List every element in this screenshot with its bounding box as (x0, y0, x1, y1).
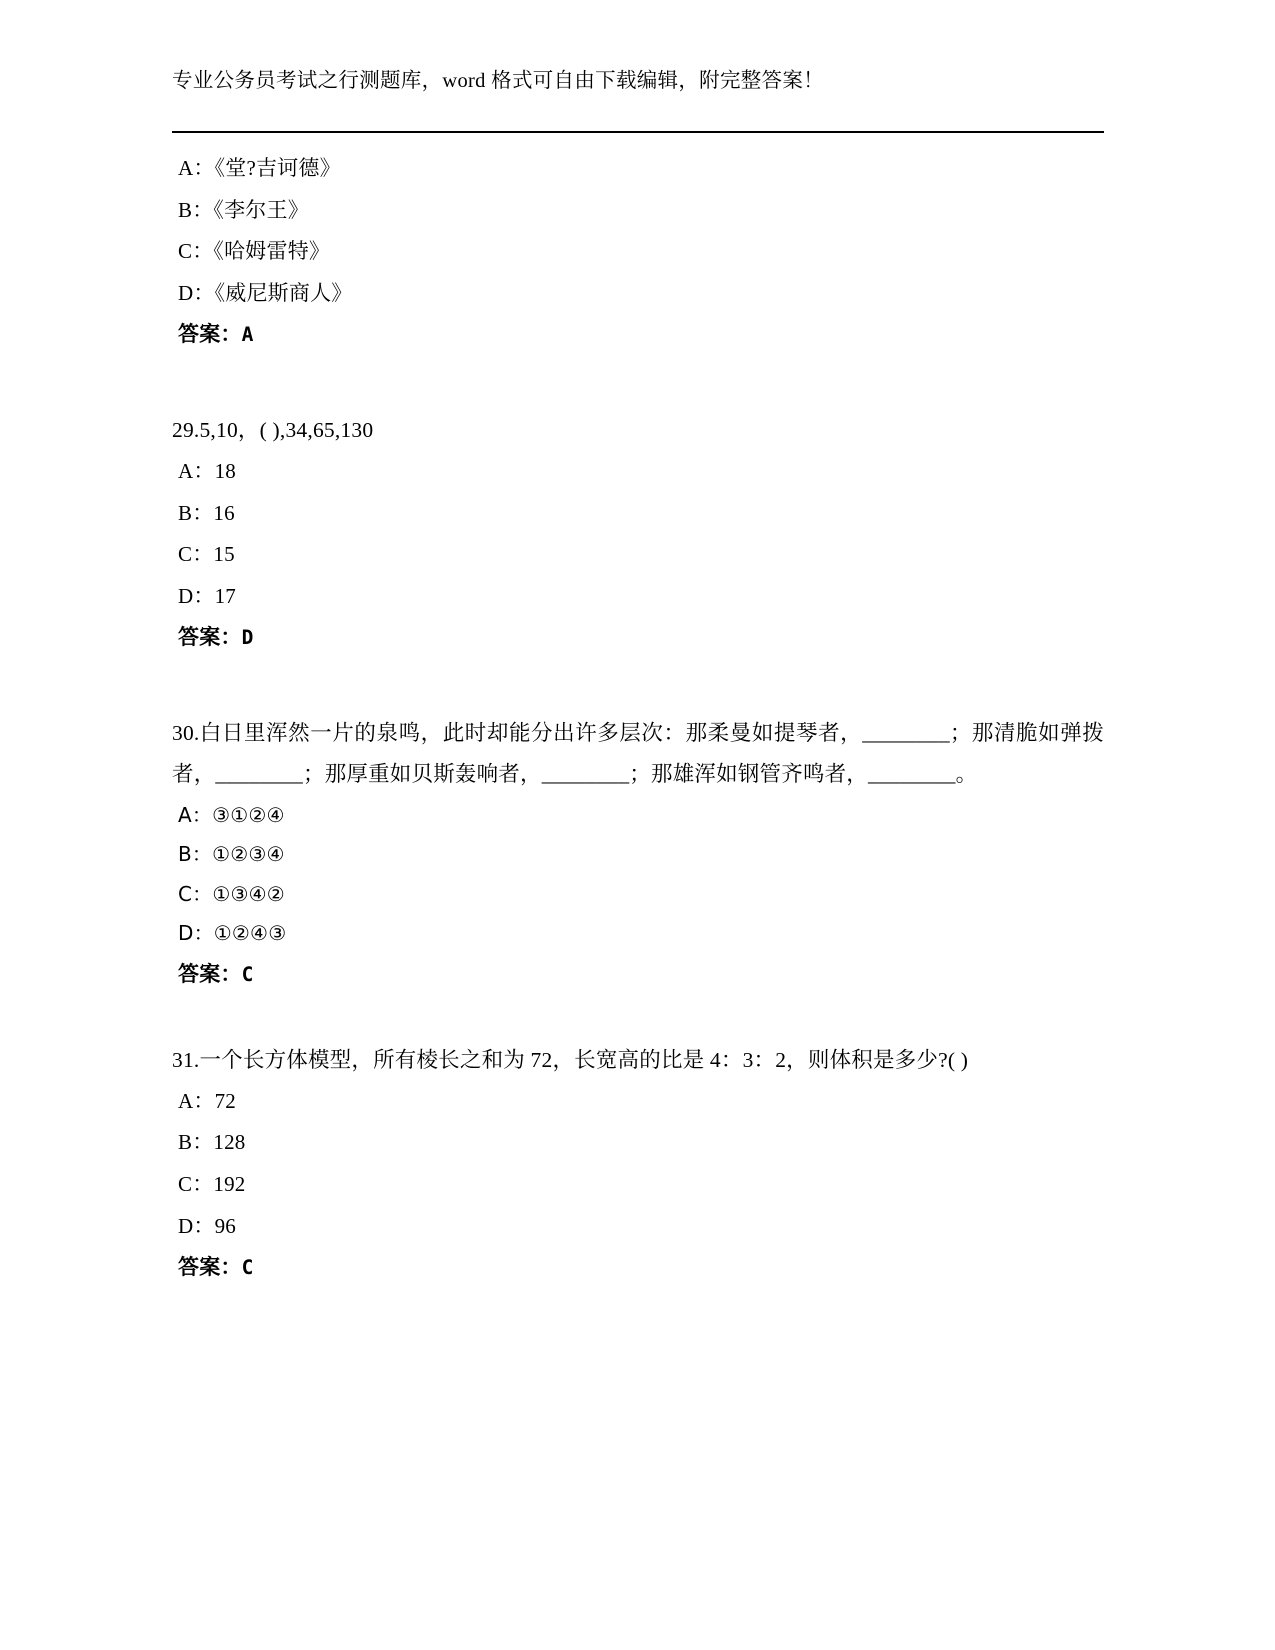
option-item: C：15 (178, 542, 235, 567)
answer-label: 答案： (178, 1255, 242, 1280)
spacer (172, 659, 1104, 713)
option-item: D：①②④③ (178, 921, 287, 946)
answer-line (172, 617, 1104, 659)
question-block (172, 713, 1104, 995)
header-divider (172, 131, 1104, 133)
option-item: C：①③④② (178, 881, 285, 906)
answer-label: 答案： (178, 625, 242, 650)
answer-value: D (241, 626, 254, 650)
option-item: A：③①②④ (178, 802, 285, 827)
spacer (172, 356, 1104, 410)
answer-label: 答案： (178, 961, 242, 986)
option-item: D：17 (178, 583, 236, 608)
answer-label: 答案： (178, 322, 242, 347)
question-block (172, 148, 1104, 356)
option-item: D：《威尼斯商人》 (178, 280, 353, 305)
question-stem: 31.一个长方体模型，所有棱长之和为 72，长宽高的比是 4：3：2，则体积是多少?( ) (172, 1047, 969, 1072)
question-block (172, 1040, 1104, 1289)
option-item: A：18 (178, 459, 236, 484)
page-header: 专业公务员考试之行测题库，word 格式可自由下载编辑，附完整答案！ (172, 70, 824, 92)
question-block (172, 410, 1104, 659)
answer-value: C (241, 962, 254, 986)
answer-value: A (241, 323, 254, 347)
option-item: D：96 (178, 1213, 236, 1238)
option-item: B：16 (178, 500, 235, 525)
question-stem: 29.5,10，( ),34,65,130 (172, 417, 374, 442)
document-content (172, 148, 1104, 1289)
option-item: A：《堂?吉诃德》 (178, 156, 341, 180)
answer-value: C (241, 1256, 254, 1280)
answer-line (172, 314, 1104, 356)
option-item: A：72 (178, 1088, 236, 1113)
question-stem: 30.白日里浑然一片的泉鸣，此时却能分出许多层次：那柔曼如提琴者，________；那清脆如弹拨者，________；那厚重如贝斯轰响者，________；那雄浑如钢管齐鸣者，________。 (172, 721, 1104, 787)
option-item: B：128 (178, 1130, 246, 1155)
answer-line (172, 954, 1104, 996)
option-item: C：《哈姆雷特》 (178, 239, 331, 264)
spacer (172, 996, 1104, 1040)
option-item: B：《李尔王》 (178, 197, 309, 222)
answer-line (172, 1247, 1104, 1289)
option-item: B：①②③④ (178, 842, 285, 867)
option-item: C：192 (178, 1171, 246, 1196)
